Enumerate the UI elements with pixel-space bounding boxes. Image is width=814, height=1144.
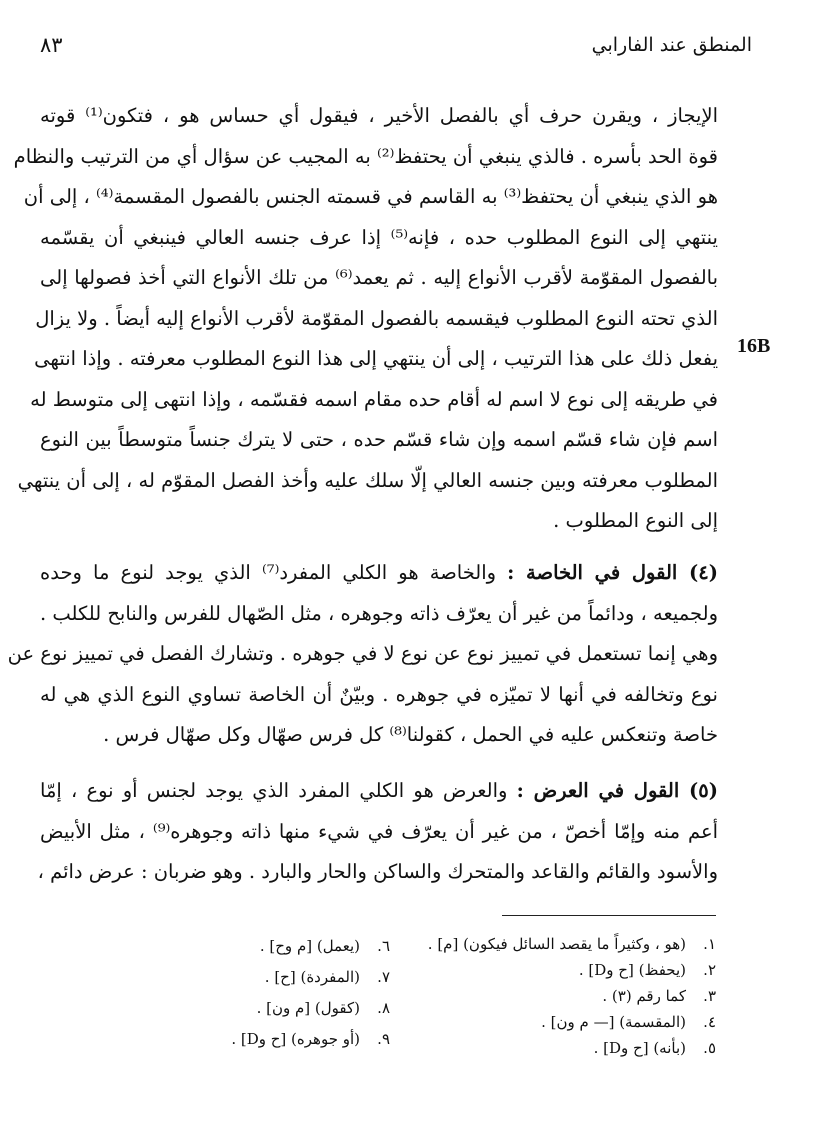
footnote-number: ٢. <box>703 961 716 979</box>
footnotes-column-left <box>150 931 390 1055</box>
text-line: ولجميعه ، ودائماً من غير أن يعرّف ذاته وجوهره ، مثل الصّهال للفرس والنابح للكلب . <box>39 601 718 625</box>
footnote <box>400 957 716 983</box>
footnote-separator <box>502 915 716 916</box>
footnote-number: ٦. <box>377 937 390 955</box>
section-property <box>7 553 718 756</box>
footnote-number: ٧. <box>377 968 390 986</box>
footnote-number: ١. <box>703 935 716 953</box>
text-line: وهي إنما تستعمل في تمييز نوع عن نوع لا في جوهره . وتشارك الفصل في تمييز نوع عن <box>7 642 718 665</box>
footnote-text: (كقول) [م ون] . <box>256 999 360 1017</box>
text-line: في طريقه إلى نوع لا اسم له أقام حده مقام اسمه فقسّمه ، وإذا انتهى إلى متوسط له <box>30 387 718 411</box>
footnote-text: (هو ، وكثيراً ما يقصد السائل فيكون) [م] . <box>427 935 686 953</box>
text-line: الإيجاز ، ويقرن حرف أي بالفصل الأخير ، فيقول أي حساس هو ، فتكون⁽¹⁾ قوته <box>40 104 718 127</box>
footnote-text: (يعمل) [م وح] . <box>259 937 360 955</box>
text-line: والأسود والقائم والقاعد والمتحرك والساكن والحار والبارد . وهو ضربان : عرض دائم ، <box>37 860 718 883</box>
footnote <box>150 962 390 993</box>
page-header <box>40 30 752 60</box>
text-line <box>40 771 718 812</box>
footnote <box>400 1009 716 1035</box>
text-line: يفعل ذلك على هذا الترتيب ، إلى أن ينتهي إلى هذا النوع المطلوب معرفته . وإذا انتهى <box>34 347 718 370</box>
section-heading: (٥) القول في العرض : <box>516 779 718 802</box>
footnote-number: ٥. <box>703 1039 716 1057</box>
text-line: أعم منه وإمّا أخصّ ، من غير أن يعرّف في شيء منها ذاته وجوهره⁽⁹⁾ ، مثل الأبيض <box>40 819 719 843</box>
footnote-number: ٨. <box>377 999 390 1017</box>
footnote-number: ٩. <box>377 1030 390 1048</box>
text-line <box>40 553 718 594</box>
section-accident <box>37 771 719 893</box>
footnote-number: ٤. <box>703 1013 716 1031</box>
text-line: خاصة وتنعكس عليه في الحمل ، كقولنا⁽⁸⁾ كل فرس صهّال وكل صهّال فرس . <box>103 723 718 746</box>
text-run: والخاصة هو الكلي المفرد⁽⁷⁾ الذي يوجد لنوع ما وحده <box>40 561 497 584</box>
text-line: إلى النوع المطلوب . <box>553 509 718 532</box>
page-number: ٨٣ <box>40 33 63 57</box>
text-line: ينتهي إلى النوع المطلوب حده ، فإنه⁽⁵⁾ إذا عرف جنسه العالي فينبغي أن يقسّمه <box>40 225 718 249</box>
footnote <box>150 1024 390 1055</box>
footnote <box>400 983 716 1009</box>
footnote-text: كما رقم (٣) . <box>602 987 686 1005</box>
footnote-number: ٣. <box>703 987 716 1005</box>
footnote-text: (بأنه) [ح وD] . <box>593 1039 686 1057</box>
footnote-text: (يحفظ) [ح وD] . <box>578 961 686 979</box>
text-line: قوة الحد بأسره . فالذي ينبغي أن يحتفظ⁽²⁾ به المجيب عن سؤال أي من الترتيب والنظام <box>13 144 718 168</box>
footnote <box>150 993 390 1024</box>
text-line: هو الذي ينبغي أن يحتفظ⁽³⁾ به القاسم في قسمته الجنس بالفصول المقسمة⁽⁴⁾ ، إلى أن <box>23 185 718 208</box>
text-line: نوع وتخالفه في أنها لا تميّزه في جوهره . وبيّنٌ أن الخاصة تساوي النوع الذي هي له <box>40 682 718 706</box>
footnote-text: (المقسمة) [— م ون] . <box>541 1013 686 1031</box>
section-heading: (٤) القول في الخاصة : <box>507 561 718 584</box>
footnote <box>150 931 390 962</box>
text-line: الذي تحته النوع المطلوب فيقسمه بالفصول المقوّمة لأقرب الأنواع إليه أيضاً . ولا يزال <box>35 306 718 330</box>
footnote <box>400 931 716 957</box>
running-title: المنطق عند الفارابي <box>591 34 752 56</box>
text-line: اسم فإن شاء قسّم اسمه وإن شاء قسّم حده ، حتى لا يترك جنساً متوسطاً بين النوع <box>40 428 718 451</box>
text-run: والعرض هو الكلي المفرد الذي يوجد لجنس أو نوع ، إمّا <box>40 779 508 802</box>
manuscript-folio-marker: 16B <box>737 335 771 357</box>
footnote <box>400 1035 716 1061</box>
footnote-text: (أو جوهره) [ح وD] . <box>231 1030 360 1048</box>
paragraph-genus-division <box>13 96 718 542</box>
text-line: بالفصول المقوّمة لأقرب الأنواع إليه . ثم يعمد⁽⁶⁾ من تلك الأنواع التي أخذ فصولها إلى <box>40 266 718 289</box>
text-line: المطلوب معرفته وبين جنسه العالي إلّا سلك عليه وأخذ الفصل المقوّم له ، إلى أن ينتهي <box>17 468 718 492</box>
footnotes-column-right <box>400 931 716 1061</box>
footnote-text: (المفردة) [ح] . <box>264 968 360 986</box>
